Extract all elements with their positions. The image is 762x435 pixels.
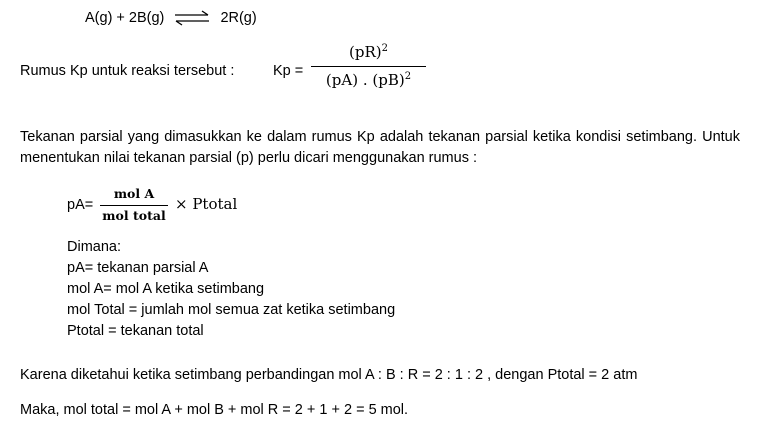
given-statement: Karena diketahui ketika setimbang perbandingan mol A : B : R = 2 : 1 : 2 , dengan Ptotal = 2 atm (20, 367, 638, 383)
definition-item: mol A= mol A ketika setimbang (67, 281, 265, 297)
kp-lhs: Kp = (273, 63, 304, 79)
equilibrium-arrows-icon (174, 10, 210, 26)
kp-denominator-exponent: 2 (404, 71, 412, 82)
kp-denominator-text: (pA) . (pB) (325, 71, 405, 89)
explanation-paragraph: Tekanan parsial yang dimasukkan ke dalam rumus Kp adalah tekanan parsial ketika kondisi setimbang. Untuk menentukan nilai tekanan parsial (p) perlu dicari menggunakan rumus : (20, 129, 740, 166)
kp-fraction (311, 43, 426, 89)
reactants: A(g) + 2B(g) (85, 10, 165, 26)
kp-numerator-exponent: 2 (381, 43, 388, 54)
pa-numerator: mol A (113, 186, 155, 201)
conclusion-statement: Maka, mol total = mol A + mol B + mol R = 2 + 1 + 2 = 5 mol. (20, 402, 409, 418)
kp-numerator-text: (pR) (349, 43, 382, 61)
pa-denominator: mol total (102, 208, 166, 223)
definition-item: pA= tekanan parsial A (67, 260, 209, 276)
kp-denominator (311, 71, 426, 89)
pa-lhs: pA= (67, 197, 94, 213)
reaction-equation (85, 9, 257, 27)
pa-fraction (100, 185, 168, 225)
definition-item: mol Total = jumlah mol semua zat ketika setimbang (67, 302, 396, 318)
definition-item: Ptotal = tekanan total (67, 323, 204, 339)
definitions-heading: Dimana: (67, 239, 121, 255)
pa-times-ptotal: × Ptotal (175, 195, 238, 213)
fraction-bar (100, 205, 168, 206)
products: 2R(g) (220, 10, 257, 26)
kp-label: Rumus Kp untuk reaksi tersebut : (20, 63, 235, 79)
fraction-bar (311, 66, 426, 67)
kp-numerator (311, 43, 426, 61)
